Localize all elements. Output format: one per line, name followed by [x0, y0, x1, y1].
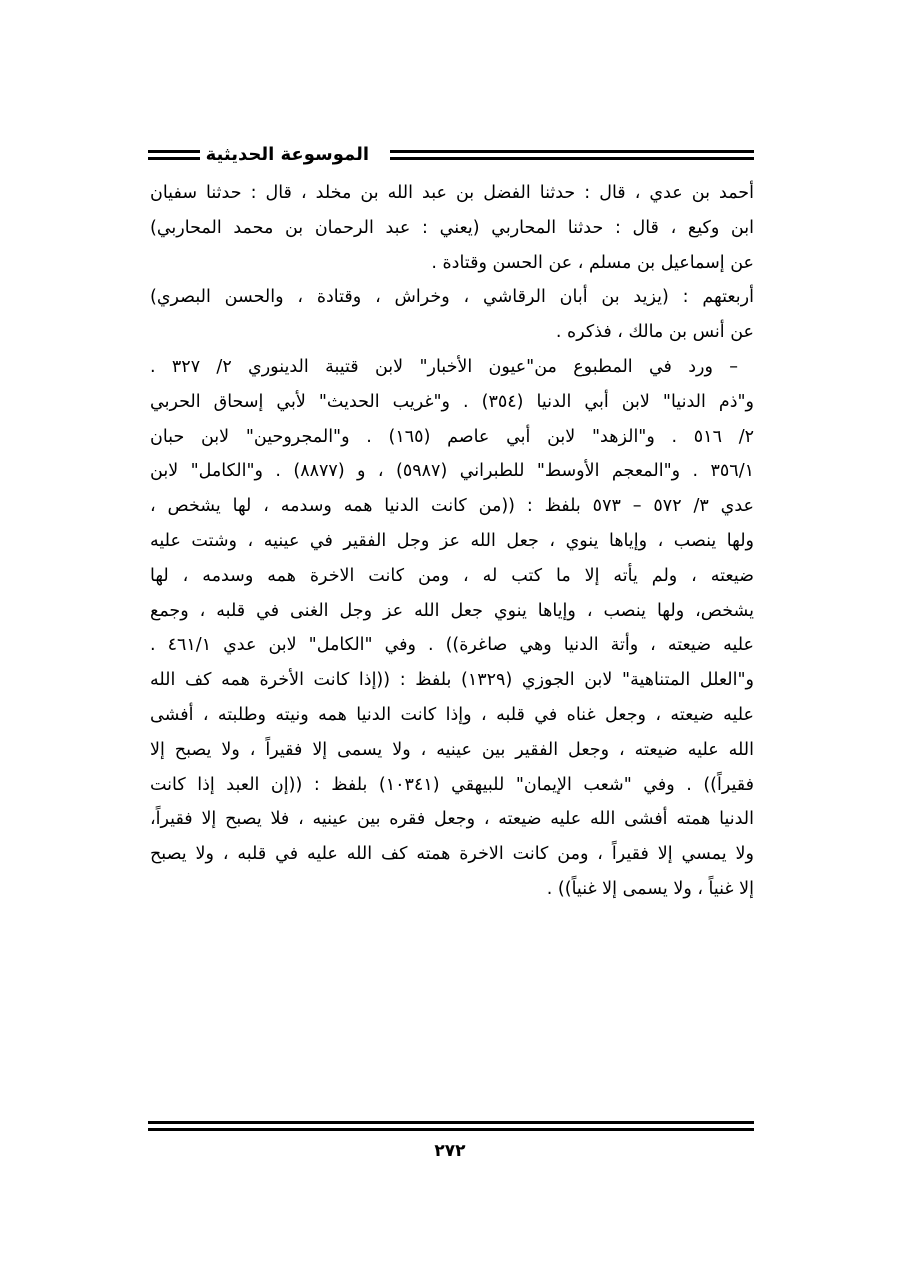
- header-rule-left: [148, 150, 200, 160]
- text-line: الله عليه ضيعته ، وجعل الفقير بين عينيه ، ولا يسمى إلا فقيراً ، ولا يصبح إلا: [150, 739, 754, 760]
- text-line: و"ذم الدنيا" لابن أبي الدنيا (٣٥٤) . و"غريب الحديث" لأبي إسحاق الحربي: [150, 391, 754, 412]
- text-line: الدنيا همته أفشى الله عليه ضيعته ، وجعل فقره بين عينيه ، فلا يصبح إلا فقيراً،: [150, 809, 754, 830]
- running-header: [148, 138, 754, 172]
- paragraph-summary: [150, 280, 754, 350]
- text-line: فقيراً)) . وفي "شعب الإيمان" للبيهقي (١٠٣٤١) بلفظ : ((إن العبد إذا كانت: [150, 774, 754, 795]
- text-line: أحمد بن عدي ، قال : حدثنا الفضل بن عبد الله بن مخلد ، قال : حدثنا سفيان: [150, 183, 754, 203]
- text-line: ٢/ ٥١٦ . و"الزهد" لابن أبي عاصم (١٦٥) . و"المجروحين" لابن حبان: [150, 426, 754, 447]
- text-line: عن أنس بن مالك ، فذكره .: [555, 322, 754, 343]
- text-line: عن إسماعيل بن مسلم ، عن الحسن وقتادة .: [431, 252, 754, 273]
- header-rule-right: [390, 150, 754, 160]
- text-line: أربعتهم : (يزيد بن أبان الرقاشي ، وخراش ، وقتادة ، والحسن البصري): [150, 287, 754, 308]
- page-number: ٢٧٢: [434, 1141, 466, 1161]
- text-line: ٣٥٦/١ . و"المعجم الأوسط" للطبراني (٥٩٨٧) ، و (٨٨٧٧) . و"الكامل" لابن: [150, 461, 754, 482]
- text-line: ولها ينصب ، وإياها ينوي ، جعل الله عز وجل الفقير في عينيه ، وشتت عليه: [150, 530, 754, 551]
- text-line: ابن وكيع ، قال : حدثنا المحاربي (يعني : عبد الرحمان بن محمد المحاربي): [150, 217, 754, 238]
- text-line: ولا يمسي إلا فقيراً ، ومن كانت الاخرة همته كف الله عليه في قلبه ، ولا يصبح: [150, 844, 754, 865]
- text-line: عليه ضيعته ، وجعل غناه في قلبه ، وإذا كانت الدنيا همه ونيته وطلبته ، أفشى: [150, 704, 754, 725]
- text-line: عدي ٣/ ٥٧٢ – ٥٧٣ بلفظ : ((من كانت الدنيا همه وسدمه ، لها يشخص ،: [150, 496, 754, 517]
- text-line: يشخص، ولها ينصب ، وإياها ينوي جعل الله عز وجل الغنى في قلبه ، وجمع: [150, 600, 754, 621]
- footer-rule: [148, 1121, 754, 1131]
- text-line: إلا غنياً ، ولا يسمى إلا غنياً)) .: [546, 878, 754, 899]
- body-text: [150, 176, 754, 907]
- text-line: عليه ضيعته ، وأتة الدنيا وهي صاغرة)) . وفي "الكامل" لابن عدي ٤٦١/١ .: [150, 635, 754, 656]
- text-line: ضيعته ، ولم يأته إلا ما كتب له ، ومن كانت الاخرة همه وسدمه ، لها: [150, 565, 754, 586]
- paragraph-isnad: [150, 176, 754, 280]
- paragraph-takhrij: [150, 350, 754, 907]
- text-line: – ورد في المطبوع من"عيون الأخبار" لابن قتيبة الدينوري ٢/ ٣٢٧ .: [150, 356, 738, 377]
- header-title: الموسوعة الحديثية: [205, 144, 369, 165]
- text-line: و"العلل المتناهية" لابن الجوزي (١٣٢٩) بلفظ : ((إذا كانت الأخرة همه كف الله: [150, 670, 754, 691]
